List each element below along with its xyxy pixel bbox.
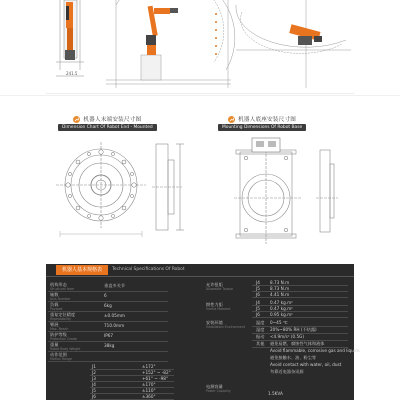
motion-axis: J1 xyxy=(92,364,96,369)
spec-label: 重量 xyxy=(50,342,59,347)
spec-label: 机构形态 xyxy=(50,282,67,287)
spec-value: ±0.05mm xyxy=(104,313,125,318)
top-dimension-label: 241.5 xyxy=(66,71,78,76)
spec-label: 动作范围 xyxy=(50,352,67,357)
base-mount-title-en: Mounting Dimensions Of Robot Base xyxy=(218,124,306,131)
motion-value: ±170° xyxy=(142,382,156,387)
env-value: 避免接触水、油、粉尘等 xyxy=(270,355,317,360)
row-divider xyxy=(48,361,168,362)
motion-value: +61° ~ -98° xyxy=(142,376,169,381)
torque-axis: J5 xyxy=(256,286,260,291)
end-flange-drawing xyxy=(56,138,152,244)
row-divider xyxy=(252,291,348,292)
torque-axis: J6 xyxy=(256,292,260,297)
spec-label-en: Robot Body Weight xyxy=(50,347,81,351)
spec-value: 710.0mm xyxy=(104,323,125,328)
env-value: 20%~80% RH (不结露) xyxy=(270,327,317,332)
motion-axis: J2 xyxy=(92,370,96,375)
spec-label-en: Structural form xyxy=(50,287,75,291)
row-divider xyxy=(90,381,174,382)
spec-label-en: Axis Number xyxy=(50,297,71,301)
inertia-value: 0.47 kg.m² xyxy=(270,300,293,305)
inertia-axis: J5 xyxy=(256,306,260,311)
robot-side-views-drawing xyxy=(46,0,354,93)
row-divider xyxy=(252,311,348,312)
row-divider xyxy=(48,291,168,292)
row-divider xyxy=(48,321,168,322)
top-drawing-panel xyxy=(46,0,354,94)
env-value: Avoid flammable, corrosive gas and liquids xyxy=(270,348,360,353)
spec-label-en: Installation Environment xyxy=(206,325,246,329)
spec-value: 6kg xyxy=(104,303,112,308)
motion-value: ±110° xyxy=(142,388,156,393)
wrench-icon xyxy=(73,116,80,123)
spec-label: 重复定位精度 xyxy=(50,312,76,317)
row-divider xyxy=(252,317,348,318)
spec-label-en: Motion Range xyxy=(50,357,72,361)
env-value: 勿靠近电器杂讯源 xyxy=(270,369,304,374)
spec-label-en: Max. Reach xyxy=(50,327,69,331)
torque-value: 4.41 N.m xyxy=(270,292,290,297)
env-key: 湿度 xyxy=(256,327,265,332)
spec-label: 惯性力矩 xyxy=(206,302,223,307)
spec-header xyxy=(46,264,354,276)
spec-label: 轴数 xyxy=(50,292,59,297)
spec-value: IP67 xyxy=(104,333,114,338)
base-mount-drawing xyxy=(232,136,312,248)
end-mount-title-en: Dimension Chart Of Robot End - Mounted xyxy=(58,124,157,131)
spec-value: 38kg xyxy=(104,343,115,348)
row-divider xyxy=(90,393,174,394)
row-divider xyxy=(90,387,174,388)
inertia-axis: J4 xyxy=(256,300,260,305)
spec-label-en: Allowable Torque xyxy=(206,287,233,291)
motion-value: +152° ~ -82° xyxy=(142,370,171,375)
spec-label: 电源容量 xyxy=(206,384,223,389)
spec-title-zh: 机器人基本规格表 xyxy=(56,265,108,275)
motion-axis: J6 xyxy=(92,394,96,399)
row-divider xyxy=(90,399,174,400)
motion-value: ±360° xyxy=(142,394,156,399)
spec-label-en: Protection Grade xyxy=(50,337,77,341)
inertia-value: 0.47 kg.m² xyxy=(270,306,293,311)
spec-label-en: Repeatability xyxy=(50,317,71,321)
motion-value: ±172° xyxy=(142,364,156,369)
base-side-profile xyxy=(316,140,340,240)
spec-label: 允许扭矩 xyxy=(206,282,223,287)
torque-axis: J4 xyxy=(256,280,260,285)
env-key: 振动 xyxy=(256,334,265,339)
spec-label-en: Payload xyxy=(50,307,63,311)
spec-label-en: Power Capacity xyxy=(206,389,231,393)
row-divider xyxy=(252,305,348,306)
env-key: 温度 xyxy=(256,320,265,325)
spec-title-en: Technical Specifications Of Robot xyxy=(112,267,185,272)
end-mount-title-zh: 机器人末端安装尺寸图 xyxy=(83,117,142,123)
spec-label: 负载 xyxy=(50,302,59,307)
env-key: 其他 xyxy=(256,341,265,346)
spec-label: 臂展 xyxy=(50,322,59,327)
spec-label: 防护等级 xyxy=(50,332,67,337)
spec-table xyxy=(46,264,360,400)
inertia-axis: J6 xyxy=(256,312,260,317)
end-flange-profile xyxy=(150,140,186,240)
section-divider xyxy=(0,95,400,96)
inertia-value: 0.95 kg.m² xyxy=(270,312,293,317)
torque-value: 8.73 N.m xyxy=(270,286,290,291)
env-value: Avoid contact with water, oil, dust xyxy=(270,362,342,367)
spec-label-en: Inertia Moment xyxy=(206,307,231,311)
spec-value: 6 xyxy=(104,293,107,298)
motion-axis: J5 xyxy=(92,388,96,393)
spec-power-value: 1.5KVA xyxy=(268,391,283,396)
row-divider xyxy=(252,285,348,286)
spec-header-divider xyxy=(46,276,354,277)
motion-axis: J4 xyxy=(92,382,96,387)
spec-label: 安装环境 xyxy=(206,320,223,325)
base-mount-title xyxy=(218,115,306,131)
env-value: 0~45 ℃ xyxy=(270,320,288,325)
env-value: <4.9m/s² (0.5G) xyxy=(270,334,305,339)
motion-axis: J3 xyxy=(92,376,96,381)
base-mount-title-zh: 机器人底座安装尺寸图 xyxy=(238,117,297,123)
torque-value: 8.73 N.m xyxy=(270,280,290,285)
wrench-icon xyxy=(228,116,235,123)
env-value: 避免易燃、腐蚀性气体和液体 xyxy=(270,341,325,346)
row-divider xyxy=(252,297,348,298)
spec-value: 垂直多关节 xyxy=(104,283,125,288)
row-divider xyxy=(48,301,168,302)
end-mount-title xyxy=(58,115,157,131)
row-divider xyxy=(48,341,168,342)
